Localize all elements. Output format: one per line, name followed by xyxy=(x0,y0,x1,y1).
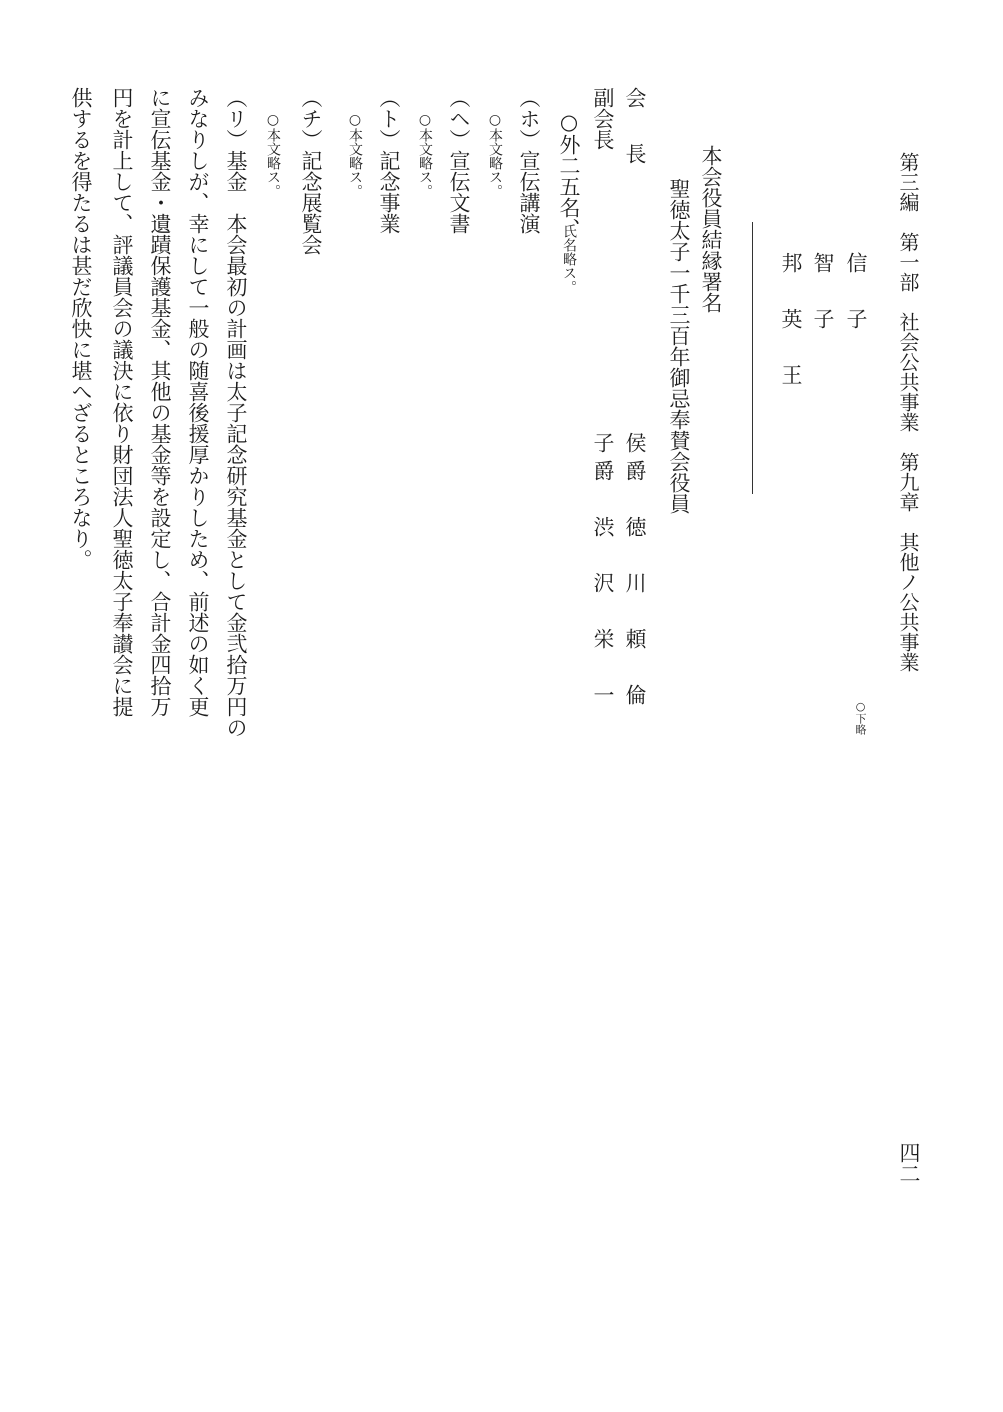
item-title: （ト）記念事業 xyxy=(377,87,401,234)
president-name: 侯爵 徳 川 頼 倫 xyxy=(623,432,647,712)
others-omitted: 氏名略ス。 xyxy=(561,224,577,294)
officers-heading: 本会役員結縁署名 xyxy=(699,145,723,313)
page-number: 四二 xyxy=(897,1142,921,1184)
fund-paragraph-line: に宣伝基金・遺蹟保護基金、其他の基金等を設定し、合計金四拾万 xyxy=(148,87,172,717)
item-title: （ホ）宣伝講演 xyxy=(517,87,541,234)
divider-line xyxy=(752,222,753,494)
running-title: 第三編 第一部 社会公共事業 第九章 其他ノ公共事業 xyxy=(896,152,920,672)
name-nobuko: 信 子 xyxy=(844,252,868,336)
omission-note: ○下略 xyxy=(854,700,867,735)
item-title: （チ）記念展覧会 xyxy=(299,87,323,255)
item-note: ○本文略ス。 xyxy=(487,112,503,198)
item-note: ○本文略ス。 xyxy=(347,112,363,198)
fund-paragraph-line: （リ）基金 本会最初の計画は太子記念研究基金として金弐拾万円の xyxy=(224,87,248,738)
name-tomoko: 智 子 xyxy=(811,252,835,336)
item-title: （ヘ）宣伝文書 xyxy=(447,87,471,234)
fund-paragraph-line: みなりしが、幸にして一般の随喜後援厚かりしため、前述の如く更 xyxy=(186,87,210,717)
others-count: ○外二五名、 xyxy=(557,110,581,239)
officers-subheading: 聖徳太子一千三百年御忌奉賛会役員 xyxy=(667,178,691,514)
fund-paragraph-line: 供するを得たるは甚だ欣快に堪へざるところなり。 xyxy=(69,87,93,570)
fund-paragraph-line: 円を計上して、評議員会の議決に依り財団法人聖徳太子奉讃会に提 xyxy=(110,87,134,717)
item-note: ○本文略ス。 xyxy=(265,112,281,198)
president-role: 会 長 xyxy=(623,87,647,171)
vice-president-role: 副会長 xyxy=(591,87,615,150)
name-kuni-hide-o: 邦 英 王 xyxy=(779,252,803,392)
vice-president-name: 子爵 渋 沢 栄 一 xyxy=(591,432,615,712)
item-note: ○本文略ス。 xyxy=(417,112,433,198)
